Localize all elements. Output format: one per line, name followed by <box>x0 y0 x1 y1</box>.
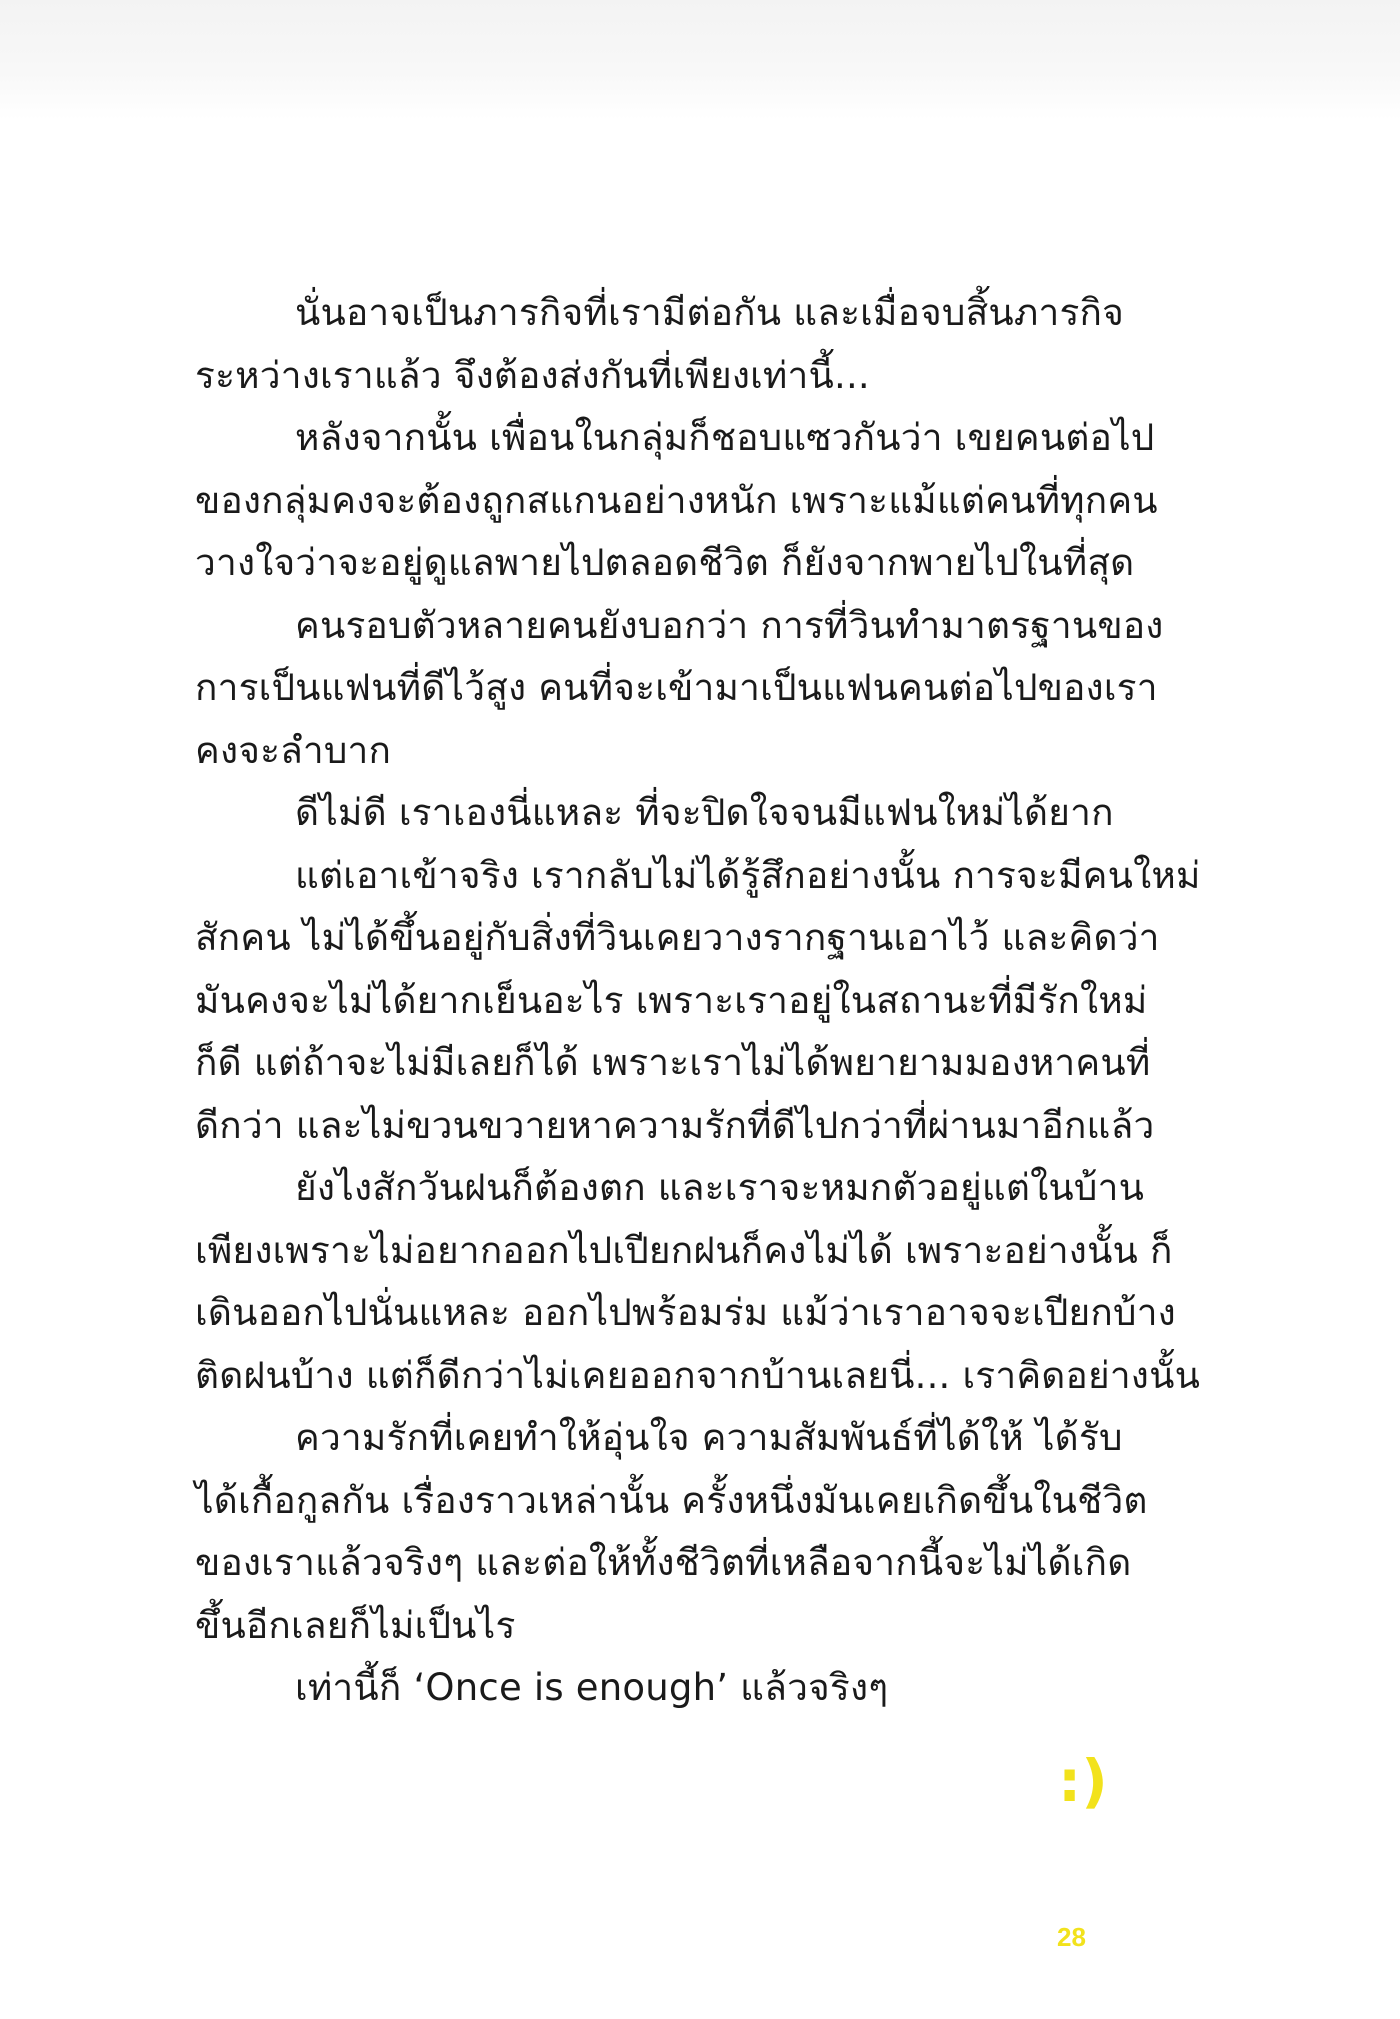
text-line: เพียงเพราะไม่อยากออกไปเปียกฝนก็คงไม่ได้ เพราะอย่างนั้น ก็ <box>195 1228 1173 1272</box>
text-line: ติดฝนบ้าง แต่ก็ดีกว่าไม่เคยออกจากบ้านเลยนี่... เราคิดอย่างนั้น <box>195 1353 1201 1397</box>
text-line: คงจะลำบาก <box>195 728 392 772</box>
page-number: 28 <box>1057 1922 1086 1952</box>
text-line: ของกลุ่มคงจะต้องถูกสแกนอย่างหนัก เพราะแม้แต่คนที่ทุกคน <box>195 478 1158 522</box>
text-line: ความรักที่เคยทำให้อุ่นใจ ความสัมพันธ์ที่ได้ให้ ได้รับ <box>295 1416 1123 1459</box>
smiley-emoticon: :) <box>1058 1747 1108 1815</box>
text-line: วางใจว่าจะอยู่ดูแลพายไปตลอดชีวิต ก็ยังจากพายไปในที่สุด <box>195 541 1135 584</box>
text-line: หลังจากนั้น เพื่อนในกลุ่มก็ชอบแซวกันว่า เขยคนต่อไป <box>295 416 1155 459</box>
text-line: การเป็นแฟนที่ดีไว้สูง คนที่จะเข้ามาเป็นแฟนคนต่อไปของเรา <box>195 666 1158 709</box>
text-line: ยังไงสักวันฝนก็ต้องตก และเราจะหมกตัวอยู่แต่ในบ้าน <box>295 1166 1145 1209</box>
text-line: ระหว่างเราแล้ว จึงต้องส่งกันที่เพียงเท่านี้... <box>195 353 870 397</box>
text-line: ก็ดี แต่ถ้าจะไม่มีเลยก็ได้ เพราะเราไม่ได้พยายามมองหาคนที่ <box>195 1041 1151 1084</box>
text-line: ของเราแล้วจริงๆ และต่อให้ทั้งชีวิตที่เหลือจากนี้จะไม่ได้เกิด <box>195 1541 1132 1584</box>
text-line: มันคงจะไม่ได้ยากเย็นอะไร เพราะเราอยู่ในสถานะที่มีรักใหม่ <box>195 978 1148 1022</box>
text-line: สักคน ไม่ได้ขึ้นอยู่กับสิ่งที่วินเคยวางรากฐานเอาไว้ และคิดว่า <box>195 916 1160 959</box>
text-line: ดีไม่ดี เราเองนี่แหละ ที่จะปิดใจจนมีแฟนใหม่ได้ยาก <box>295 791 1114 834</box>
text-line: แต่เอาเข้าจริง เรากลับไม่ได้รู้สึกอย่างนั้น การจะมีคนใหม่ <box>295 853 1201 897</box>
body-text <box>195 282 1201 1720</box>
page-top-shadow <box>0 0 1400 120</box>
text-line: ได้เกื้อกูลกัน เรื่องราวเหล่านั้น ครั้งหนึ่งมันเคยเกิดขึ้นในชีวิต <box>195 1478 1148 1522</box>
text-line: ดีกว่า และไม่ขวนขวายหาความรักที่ดีไปกว่าที่ผ่านมาอีกแล้ว <box>195 1103 1155 1147</box>
text-line: ขึ้นอีกเลยก็ไม่เป็นไร <box>195 1603 516 1647</box>
text-line: คนรอบตัวหลายคนยังบอกว่า การที่วินทำมาตรฐานของ <box>295 603 1164 647</box>
text-line: นั่นอาจเป็นภารกิจที่เรามีต่อกัน และเมื่อจบสิ้นภารกิจ <box>295 291 1125 334</box>
text-line: เท่านี้ก็ ‘Once is enough’ แล้วจริงๆ <box>295 1666 889 1709</box>
text-line: เดินออกไปนั่นแหละ ออกไปพร้อมร่ม แม้ว่าเราอาจจะเปียกบ้าง <box>195 1291 1176 1334</box>
